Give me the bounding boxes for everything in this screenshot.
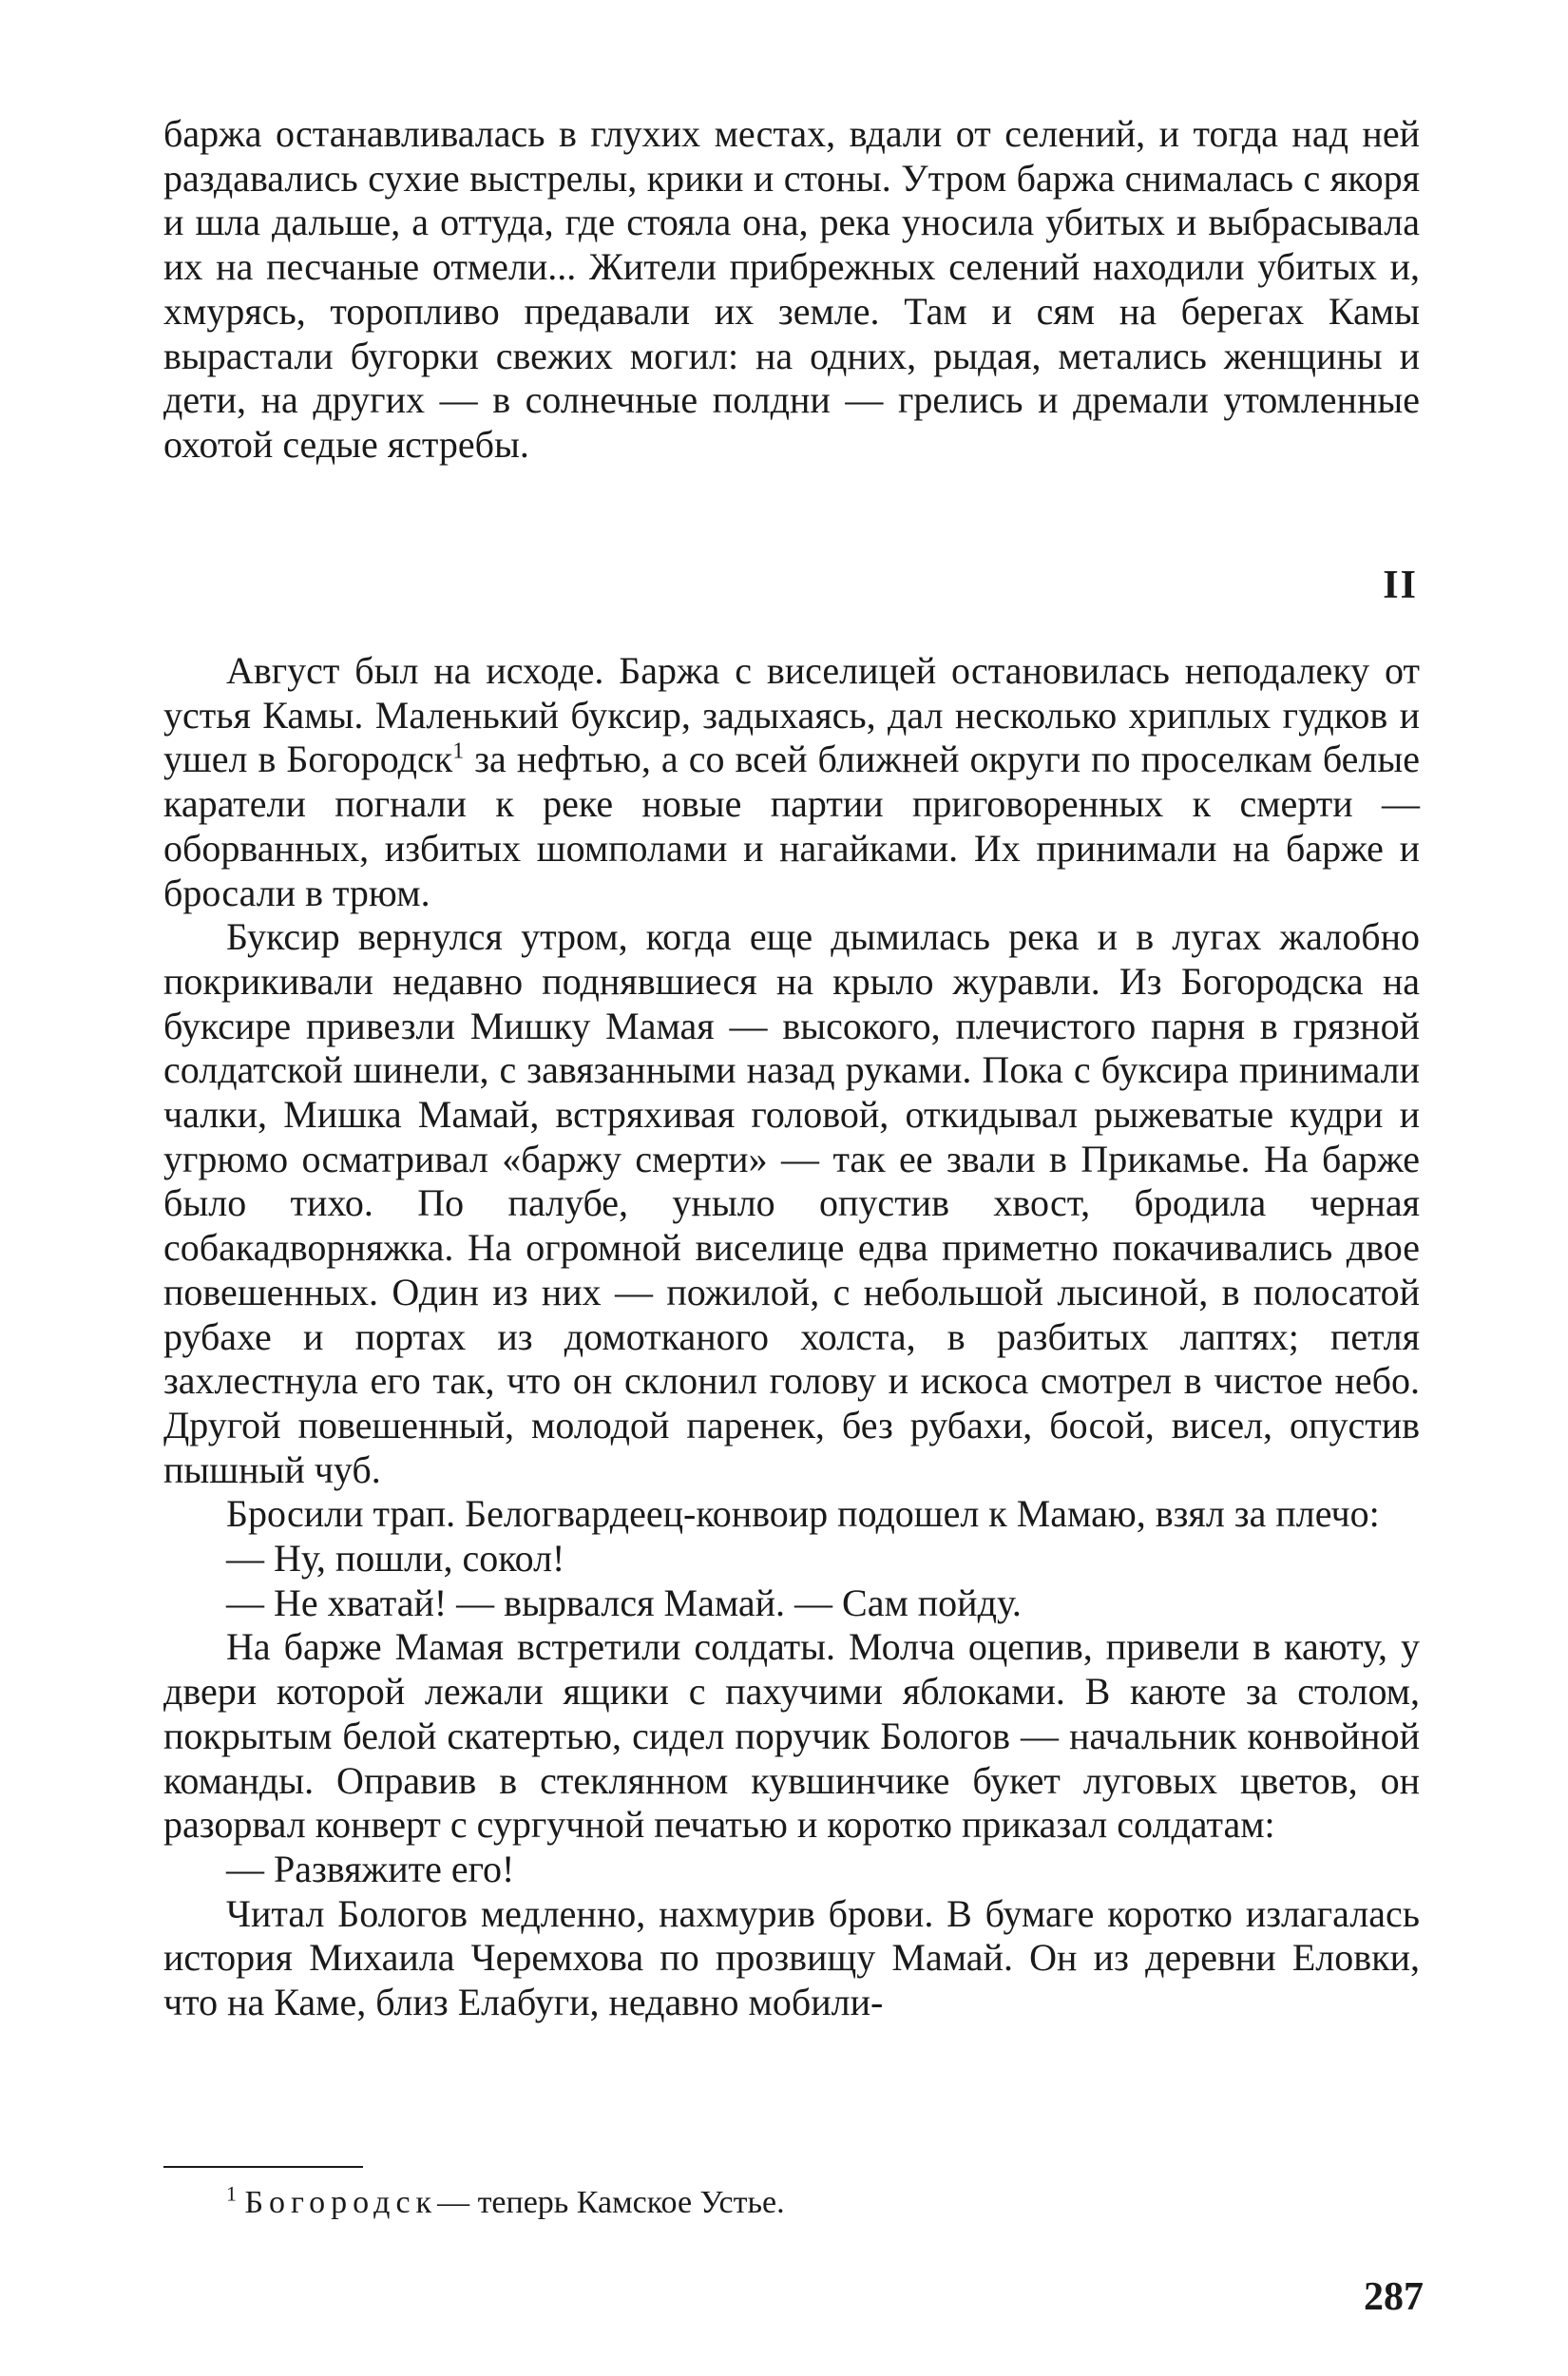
footnote-text: — теперь Камское Устье. xyxy=(437,2185,785,2220)
paragraph-1-text-after: за нефтью, а со всей ближней округи по проселкам белые каратели погнали к реке новые партии приговоренных к смерти — оборванных, избитых шомполами и нагайками. Их принимали на барже и бросали в трюм. xyxy=(163,738,1421,914)
footnote-mark: 1 xyxy=(226,2181,237,2206)
paragraph-5: Читал Бологов медленно, нахмурив брови. В бумаге коротко излагалась история Михаила Черемхова по прозвищу Мамай. Он из деревни Еловки, что на Каме, близ Елабуги, недавно мобили- xyxy=(163,1891,1420,2024)
chapter-body xyxy=(163,649,1420,2025)
opening-paragraph: баржа останавливалась в глухих местах, вдали от селений, и тогда над ней раздавались сухие выстрелы, крики и стоны. Утром баржа снималась с якоря и шла дальше, а оттуда, где стояла она, река уносила убитых и выбрасывала их на песчаные отмели... Жители прибрежных селений находили убитых и, хмурясь, торопливо предавали их земле. Там и сям на берегах Камы вырастали бугорки свежих могил: на одних, рыдая, метались женщины и дети, на других — в солнечные полдни — грелись и дремали утомленные охотой седые ястребы. xyxy=(163,112,1420,466)
page-number: 287 xyxy=(1364,2275,1424,2319)
dialogue-line-3: — Развяжите его! xyxy=(226,1847,515,1890)
dialogue-line-2: — Не хватай! — вырвался Мамай. — Сам пойду. xyxy=(226,1581,1022,1624)
paragraph-3: Бросили трап. Белогвардеец-конвоир подошел к Мамаю, взял за плечо: xyxy=(226,1492,1380,1536)
footnote-term: Богородск xyxy=(244,2185,438,2220)
paragraph-4: На барже Мамая встретили солдаты. Молча оцепив, привели в каюту, у двери которой лежали ящики с пахучими яблоками. В каюте за столом, покрытым белой скатертью, сидел поручик Бологов — начальник конвойной команды. Оправив в стеклянном кувшинчике букет луговых цветов, он разорвал конверт с сургучной печатью и коротко приказал солдатам: xyxy=(163,1625,1420,1847)
dialogue-line-1: — Ну, пошли, сокол! xyxy=(226,1537,565,1581)
paragraph-1 xyxy=(163,649,1420,915)
paragraph-2: Буксир вернулся утром, когда еще дымилась река и в лугах жалобно покрикивали недавно поднявшиеся на крыло журавли. Из Богородска на буксире привезли Мишку Мамая — высокого, плечистого парня в грязной солдатской шинели, с завязанными назад руками. Пока с буксира принимали чалки, Мишка Мамай, встряхивая головой, откидывал рыжеватые кудри и угрюмо осматривал «баржу смерти» — так ее звали в Прикамье. На барже было тихо. По палубе, уныло опустив хвост, бродила черная собакадворняжка. На огромной виселице едва приметно покачивались двое повешенных. Один из них — пожилой, с небольшой лысиной, в полосатой рубахе и портах из домотканого холста, в разбитых лаптях; петля захлестнула его так, что он склонил голову и искоса смотрел в чистое небо. Другой повешенный, молодой паренек, без рубахи, босой, висел, опустив пышный чуб. xyxy=(163,915,1420,1491)
footnote xyxy=(226,2181,785,2222)
opening-paragraph-block xyxy=(163,112,1420,468)
paragraph-1-text-before: Август был на исходе. Баржа с виселицей остановилась неподалеку от устья Камы. Маленький буксир, задыхаясь, дал несколько хриплых гудков и ушел в Богородск xyxy=(163,649,1420,781)
footnote-reference: 1 xyxy=(452,739,465,765)
section-number: II xyxy=(1383,564,1418,607)
footnote-divider xyxy=(163,2166,363,2168)
